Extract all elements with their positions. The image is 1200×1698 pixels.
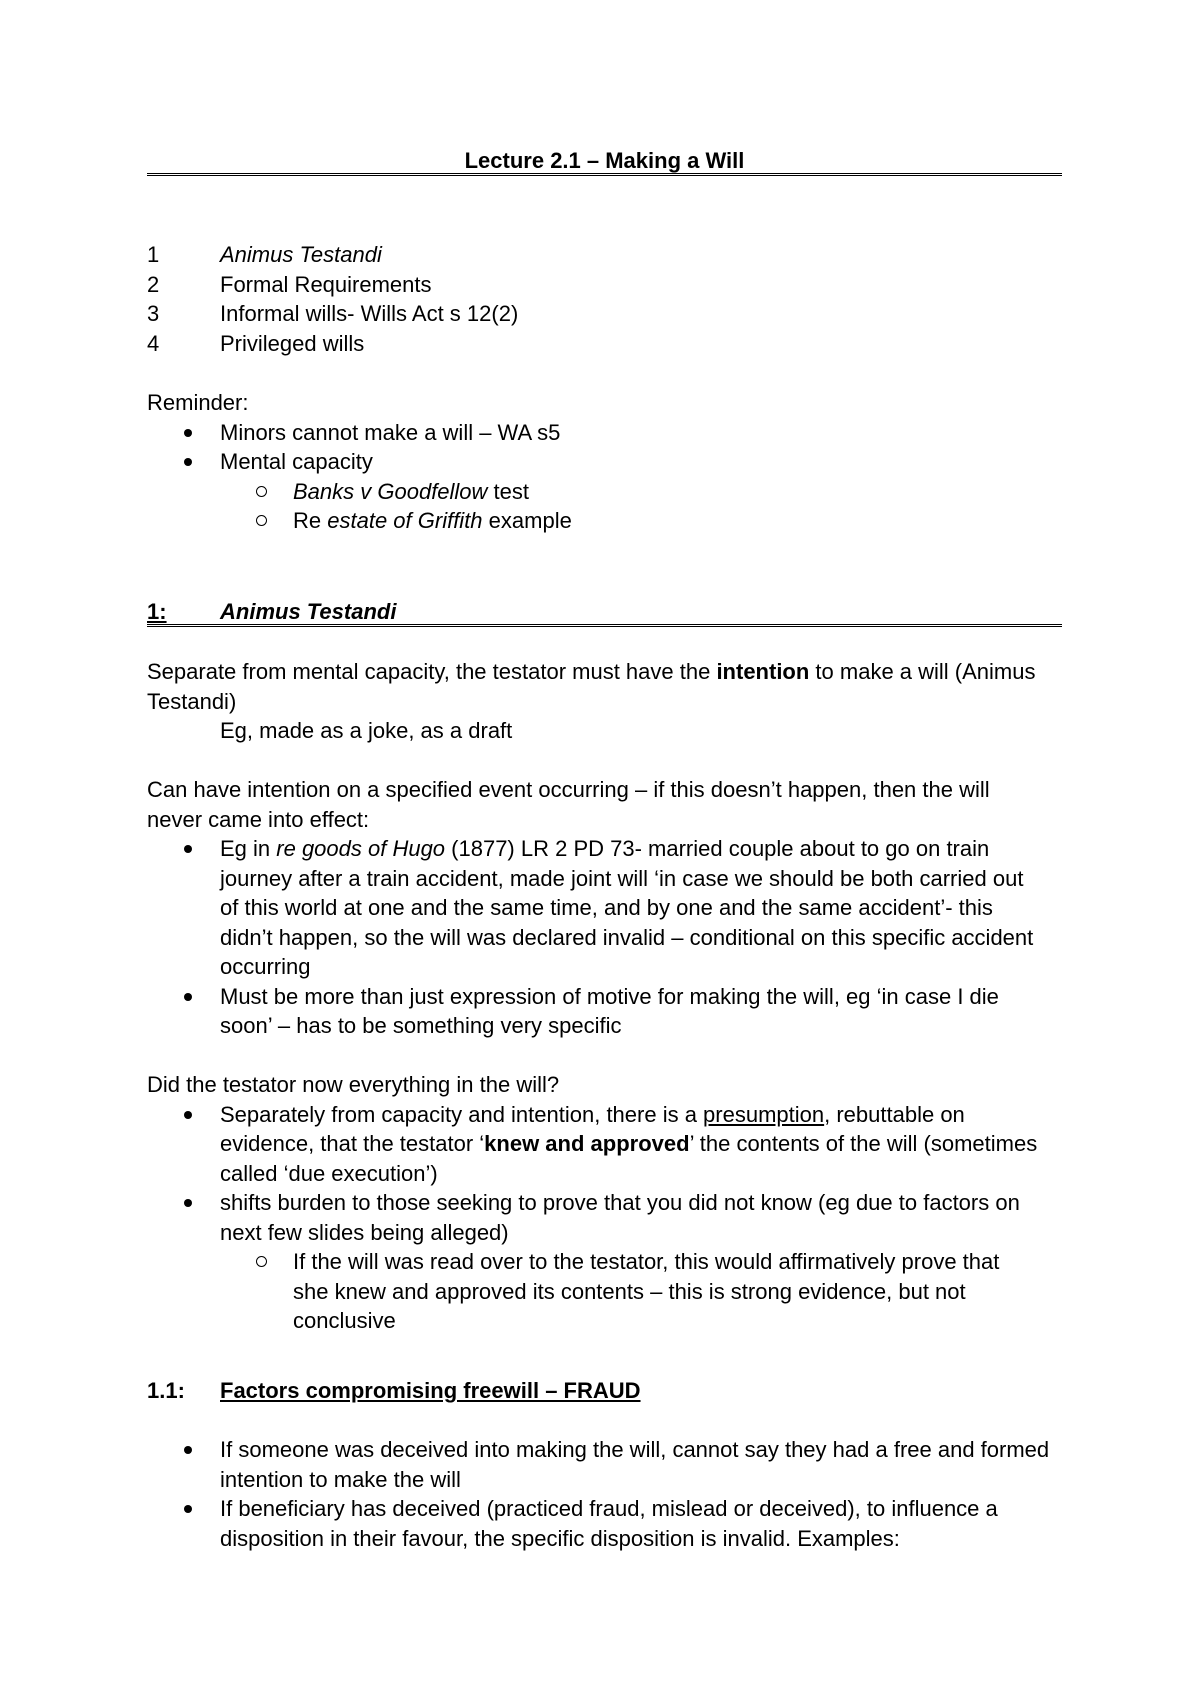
sub-list-item: If the will was read over to the testator, this would affirmatively prove that she knew and approved its contents – this is strong evidence, but not conclusive xyxy=(147,1247,1062,1336)
circle-bullet-icon xyxy=(220,1247,293,1336)
reminder-label: Reminder: xyxy=(147,390,249,415)
circle-bullet-icon xyxy=(220,506,293,536)
bullet-icon xyxy=(147,1188,220,1247)
bullet-icon xyxy=(147,1494,220,1553)
section-heading-1-1 xyxy=(147,1376,1062,1406)
title-rule xyxy=(147,173,1062,176)
list-item: Mental capacity xyxy=(147,447,1062,477)
outline-number: 4 xyxy=(147,330,160,356)
bullet-icon xyxy=(147,982,220,1041)
paragraph-line: Testandi) xyxy=(147,688,237,714)
circle-bullet-icon xyxy=(220,477,293,507)
outline-number: 2 xyxy=(147,271,160,297)
section-number: 1.1: xyxy=(147,1378,185,1403)
section-heading-1 xyxy=(147,597,1062,627)
reminder-block xyxy=(147,388,1062,536)
outline-number: 1 xyxy=(147,242,160,267)
list-item: Separately from capacity and intention, there is a presumption, rebuttable on evidence, that the testator ‘knew and approved’ the contents of the will (sometimes called ‘due execution’) xyxy=(147,1100,1062,1189)
outline-list xyxy=(147,240,1062,358)
list-item: If someone was deceived into making the will, cannot say they had a free and formed intention to make the will xyxy=(147,1435,1062,1494)
bullet-icon xyxy=(147,834,220,982)
page-title: Lecture 2.1 – Making a Will xyxy=(464,148,745,173)
list-item: If beneficiary has deceived (practiced fraud, mislead or deceived), to influence a disposition in their favour, the specific disposition is invalid. Examples: xyxy=(147,1494,1062,1553)
bullet-icon xyxy=(147,1435,220,1494)
list-item: Must be more than just expression of motive for making the will, eg ‘in case I die soon’ – has to be something very specific xyxy=(147,982,1062,1041)
sub-list-item: Re estate of Griffith example xyxy=(147,506,1062,536)
bullet-icon xyxy=(147,418,220,448)
outline-label: Formal Requirements xyxy=(220,271,432,297)
paragraph-line: Can have intention on a specified event occurring – if this doesn’t happen, then the will xyxy=(147,777,990,802)
paragraph-line: never came into effect: xyxy=(147,806,370,832)
outline-item xyxy=(147,270,1062,300)
section-title: Animus Testandi xyxy=(220,599,397,624)
list-item: Minors cannot make a will – WA s5 xyxy=(147,418,1062,448)
paragraph-line: Separate from mental capacity, the testator must have the intention to make a will (Animus xyxy=(147,659,1036,684)
outline-number: 3 xyxy=(147,301,160,326)
bullet-icon xyxy=(147,1100,220,1189)
list-item: shifts burden to those seeking to prove that you did not know (eg due to factors on next few slides being alleged) xyxy=(147,1188,1062,1247)
list-item: Eg in re goods of Hugo (1877) LR 2 PD 73- married couple about to go on train journey after a train accident, made joint will ‘in case we should be both carried out of this world at one and the same time, and by one and the same accident’- this didn’t happen, so the will was declared invalid – conditional on this specific accident occurring xyxy=(147,834,1062,982)
section-rule xyxy=(147,624,1062,627)
outline-item xyxy=(147,329,1062,359)
outline-label: Informal wills- Wills Act s 12(2) xyxy=(220,301,519,326)
section1-body xyxy=(147,657,1062,1336)
outline-item xyxy=(147,299,1062,329)
paragraph-line: Did the testator now everything in the will? xyxy=(147,1072,560,1097)
outline-item xyxy=(147,240,1062,270)
example-line: Eg, made as a joke, as a draft xyxy=(220,718,513,743)
outline-label: Privileged wills xyxy=(220,330,365,356)
outline-label: Animus Testandi xyxy=(220,242,382,267)
bullet-icon xyxy=(147,447,220,477)
section11-body xyxy=(147,1435,1062,1553)
sub-list-item: Banks v Goodfellow test xyxy=(147,477,1062,507)
section-number: 1: xyxy=(147,599,167,624)
section-title: Factors compromising freewill – FRAUD xyxy=(220,1378,641,1403)
